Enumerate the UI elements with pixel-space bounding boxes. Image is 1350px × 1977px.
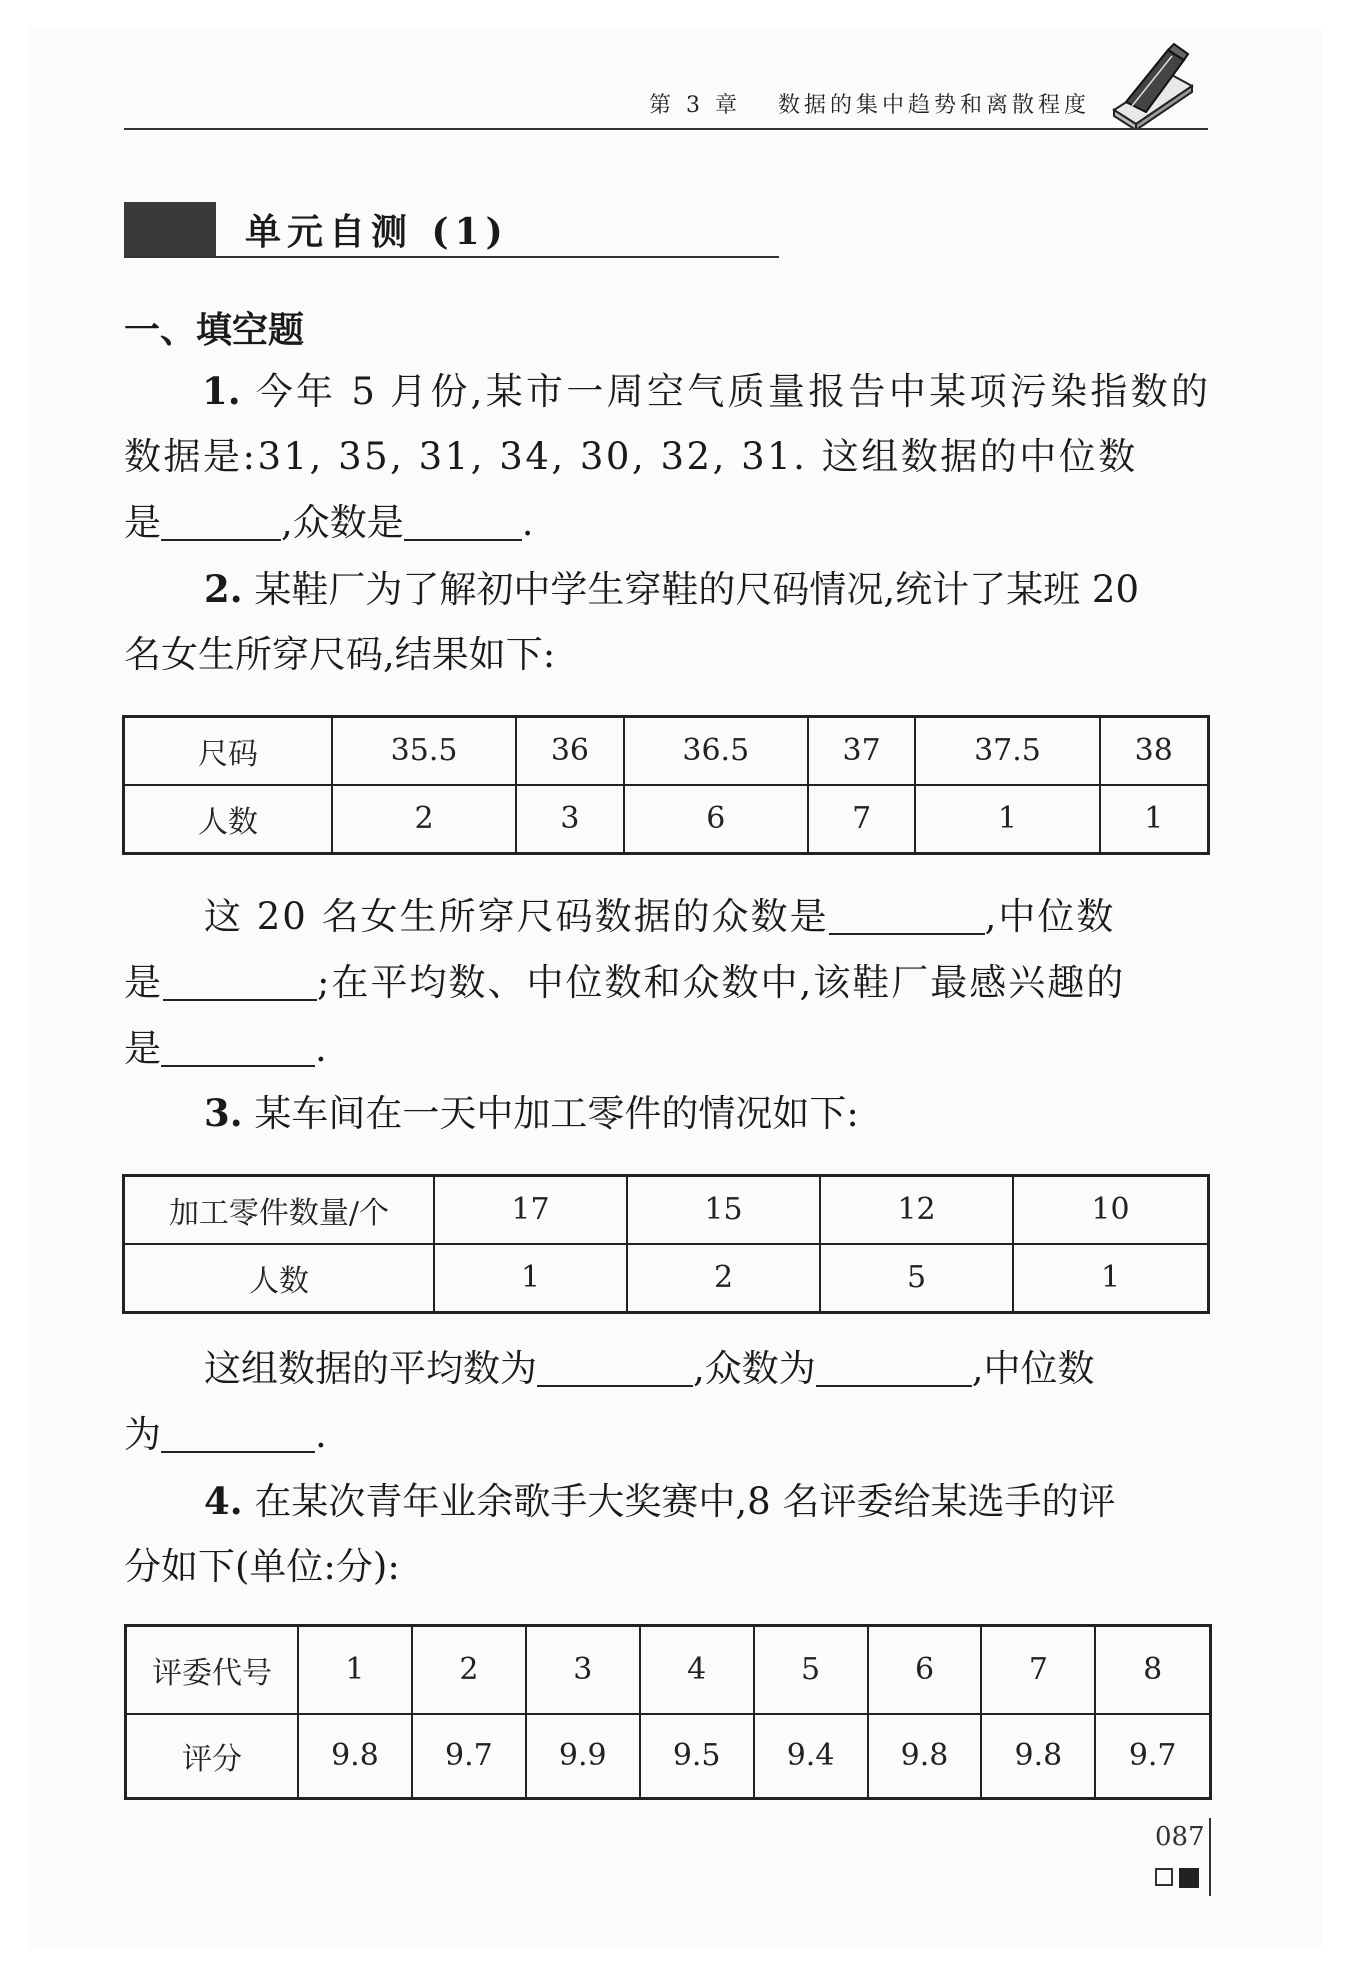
filled-square-icon — [1179, 1868, 1199, 1888]
q2-data-cell: 1 — [1100, 785, 1209, 854]
q2-after-line2: 是 ;在平均数、中位数和众数中,该鞋厂最感兴趣的 — [124, 961, 1126, 1004]
q3-blank-mean[interactable] — [537, 1345, 693, 1387]
q2-data-cell: 1 — [915, 785, 1099, 854]
q2-table — [122, 715, 1210, 855]
section-rule — [124, 256, 779, 258]
q3-header-cell: 12 — [820, 1176, 1013, 1244]
q3-line1: 3. 某车间在一天中加工零件的情况如下: — [204, 1091, 859, 1135]
q4-line2: 分如下(单位:分): — [124, 1545, 400, 1588]
q2-data-cell: 人数 — [124, 785, 333, 854]
part-heading: 一、填空题 — [124, 309, 305, 351]
q2-data-cell: 7 — [808, 785, 916, 854]
q4-header-cell: 1 — [298, 1626, 412, 1714]
q4-data-cell: 9.5 — [640, 1714, 754, 1799]
q3-header-cell: 10 — [1013, 1176, 1208, 1244]
q4-data-cell: 9.8 — [298, 1714, 412, 1799]
q1-blank-mode[interactable] — [404, 499, 522, 541]
q4-data-cell: 9.8 — [868, 1714, 982, 1799]
q1-text-1: 今年 5 月份,某市一周空气质量报告中某项污染指数的 — [255, 370, 1208, 413]
q3-table — [122, 1174, 1210, 1314]
q4-data-cell: 9.9 — [526, 1714, 640, 1799]
book-icon — [1108, 40, 1198, 128]
q4-number: 4. — [204, 1479, 243, 1523]
q4-data-cell: 9.8 — [981, 1714, 1095, 1799]
q3-header-cell: 17 — [434, 1176, 627, 1244]
q2-header-cell: 35.5 — [332, 717, 516, 785]
q2-header-cell: 36 — [516, 717, 624, 785]
q4-data-cell: 9.7 — [412, 1714, 526, 1799]
q4-line1: 4. 在某次青年业余歌手大奖赛中,8 名评委给某选手的评 — [204, 1479, 1116, 1523]
section-title: 单元自测 (1) — [245, 211, 509, 253]
q2-data-cell: 6 — [624, 785, 808, 854]
q2-after-line3: 是 . — [124, 1027, 327, 1070]
q2-number: 2. — [204, 567, 243, 611]
q3-data-cell: 人数 — [124, 1244, 435, 1313]
q4-header-cell: 4 — [640, 1626, 754, 1714]
q3-header-cell: 加工零件数量/个 — [124, 1176, 435, 1244]
empty-square-icon — [1155, 1868, 1173, 1886]
q4-header-cell: 5 — [754, 1626, 868, 1714]
header-rule — [124, 128, 1208, 130]
q2-line1: 2. 某鞋厂为了解初中学生穿鞋的尺码情况,统计了某班 20 — [204, 567, 1140, 611]
q2-header-cell: 36.5 — [624, 717, 808, 785]
q4-header-cell: 8 — [1095, 1626, 1210, 1714]
q4-header-cell: 评委代号 — [126, 1626, 299, 1714]
q2-line2: 名女生所穿尺码,结果如下: — [124, 633, 556, 676]
q2-header-cell: 尺码 — [124, 717, 333, 785]
q1-line3: 是 ,众数是 . — [124, 501, 534, 544]
q2-blank-interest[interactable] — [161, 1025, 315, 1067]
chapter-header: 第 3 章 数据的集中趋势和离散程度 — [649, 93, 1090, 118]
q3-data-cell: 1 — [434, 1244, 627, 1313]
q3-after-line2: 为 . — [124, 1413, 327, 1456]
q4-header-cell: 3 — [526, 1626, 640, 1714]
q4-header-cell: 6 — [868, 1626, 982, 1714]
q3-number: 3. — [204, 1091, 243, 1135]
q3-blank-mode[interactable] — [816, 1345, 972, 1387]
section-marker — [124, 202, 216, 256]
q2-header-cell: 37.5 — [915, 717, 1099, 785]
q4-header-cell: 7 — [981, 1626, 1095, 1714]
q3-data-cell: 1 — [1013, 1244, 1208, 1313]
q2-header-cell: 37 — [808, 717, 916, 785]
q3-header-cell: 15 — [627, 1176, 820, 1244]
q3-after-line1: 这组数据的平均数为 ,众数为 ,中位数 — [204, 1347, 1095, 1390]
q4-table — [124, 1624, 1212, 1800]
page-number: 087 — [1155, 1822, 1205, 1852]
q3-data-cell: 2 — [627, 1244, 820, 1313]
q2-blank-mode[interactable] — [829, 893, 985, 935]
q1-line2: 数据是:31, 35, 31, 34, 30, 32, 31. 这组数据的中位数 — [124, 435, 1138, 478]
page-number-rule — [1209, 1818, 1211, 1896]
q1-blank-median[interactable] — [161, 499, 281, 541]
q2-header-cell: 38 — [1100, 717, 1209, 785]
q2-data-cell: 2 — [332, 785, 516, 854]
q1-line1 — [124, 366, 1208, 417]
q4-data-cell: 9.4 — [754, 1714, 868, 1799]
q2-after-line1: 这 20 名女生所穿尺码数据的众数是 ,中位数 — [204, 895, 1116, 938]
q1-number: 1. — [202, 369, 241, 413]
q4-data-cell: 9.7 — [1095, 1714, 1210, 1799]
q2-blank-median[interactable] — [163, 959, 317, 1001]
q4-data-cell: 评分 — [126, 1714, 299, 1799]
q3-blank-median[interactable] — [161, 1411, 315, 1453]
q2-data-cell: 3 — [516, 785, 624, 854]
q3-data-cell: 5 — [820, 1244, 1013, 1313]
q4-header-cell: 2 — [412, 1626, 526, 1714]
